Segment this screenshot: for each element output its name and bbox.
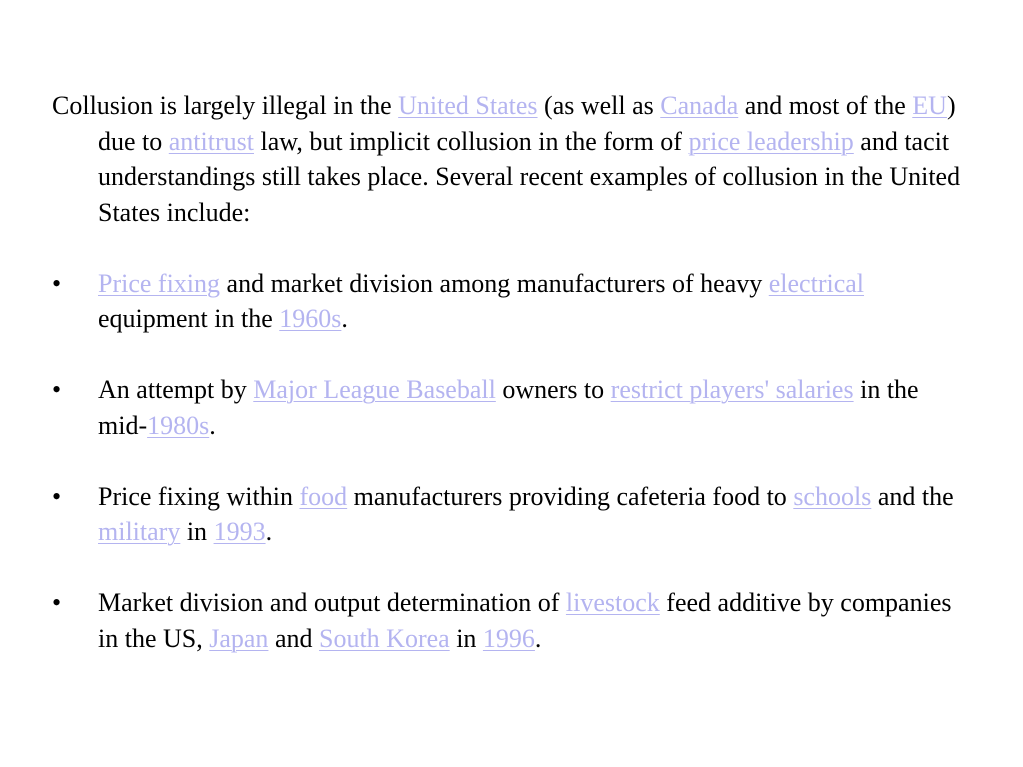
spacer (52, 550, 972, 586)
spacer (52, 337, 972, 373)
bullet-item-1 (52, 266, 972, 337)
link-eu[interactable]: EU (912, 91, 947, 120)
bullet-4-text-0: Market division and output determination of (98, 588, 566, 617)
bullet-item-3 (52, 479, 972, 550)
bullet-4-text-4: . (534, 623, 542, 653)
bullet-2-text-2: in the mid- (98, 375, 919, 440)
link-livestock[interactable]: livestock (565, 588, 660, 617)
link-military[interactable]: military (98, 517, 181, 546)
link-price-fixing[interactable]: Price fixing (98, 268, 221, 298)
bullet-4-text-3: in (449, 623, 483, 653)
bullet-4-text-1: feed additive by companies in the US, (98, 588, 952, 653)
link-price-leadership[interactable]: price leadership (688, 126, 854, 156)
bullet-1-text-1: and market division among manufacturers of heavy (220, 268, 769, 298)
link-1993[interactable]: 1993 (213, 517, 266, 546)
link-united-states[interactable]: United States (398, 91, 538, 120)
bullet-1-text-2: equipment in the (98, 304, 280, 333)
bullet-marker: • (52, 481, 62, 511)
bullet-marker: • (52, 375, 62, 404)
intro-paragraph (52, 88, 972, 230)
bullet-3-text-3: in (180, 517, 214, 546)
bullet-2-text-3: . (209, 410, 216, 440)
intro-text-1: Collusion is largely illegal in the (52, 91, 399, 120)
link-major-league-baseball[interactable]: Major League Baseball (253, 375, 496, 404)
link-1960s[interactable]: 1960s (279, 304, 342, 333)
bullet-4-text-2: and (268, 623, 319, 653)
spacer (52, 443, 972, 479)
link-1996[interactable]: 1996 (482, 623, 535, 653)
link-japan[interactable]: Japan (209, 623, 269, 653)
bullet-item-4 (52, 585, 972, 656)
intro-text-5: law, but implicit collusion in the form of (253, 126, 689, 156)
bullet-3-text-1: manufacturers providing cafeteria food to (347, 481, 794, 511)
bullet-3-text-0: Price fixing within (98, 481, 300, 511)
link-antitrust[interactable]: antitrust (168, 126, 254, 156)
bullet-3-text-2: and the (871, 481, 954, 511)
intro-text-6: and tacit understandings still takes place. Several recent examples of collusion in the United States include: (98, 126, 961, 227)
link-canada[interactable]: Canada (660, 91, 739, 120)
bullet-marker: • (52, 588, 62, 617)
bullet-marker: • (52, 268, 62, 298)
slide-content (52, 88, 972, 656)
bullet-item-2 (52, 372, 972, 443)
intro-text-3: and most of the (738, 91, 913, 120)
link-food[interactable]: food (299, 481, 348, 511)
bullet-3-text-4: . (265, 517, 273, 546)
intro-text-4: ) due to (98, 91, 956, 156)
spacer (52, 230, 972, 266)
link-schools[interactable]: schools (793, 481, 872, 511)
link-electrical[interactable]: electrical (768, 268, 865, 298)
link-south-korea[interactable]: South Korea (318, 623, 450, 653)
bullet-2-text-0: An attempt by (98, 375, 254, 404)
intro-text-2: (as well as (537, 91, 661, 120)
link-restrict-players-salaries[interactable]: restrict players' salaries (610, 375, 854, 404)
link-1980s[interactable]: 1980s (147, 410, 210, 440)
bullet-2-text-1: owners to (495, 375, 611, 404)
bullet-1-text-3: . (341, 304, 348, 333)
